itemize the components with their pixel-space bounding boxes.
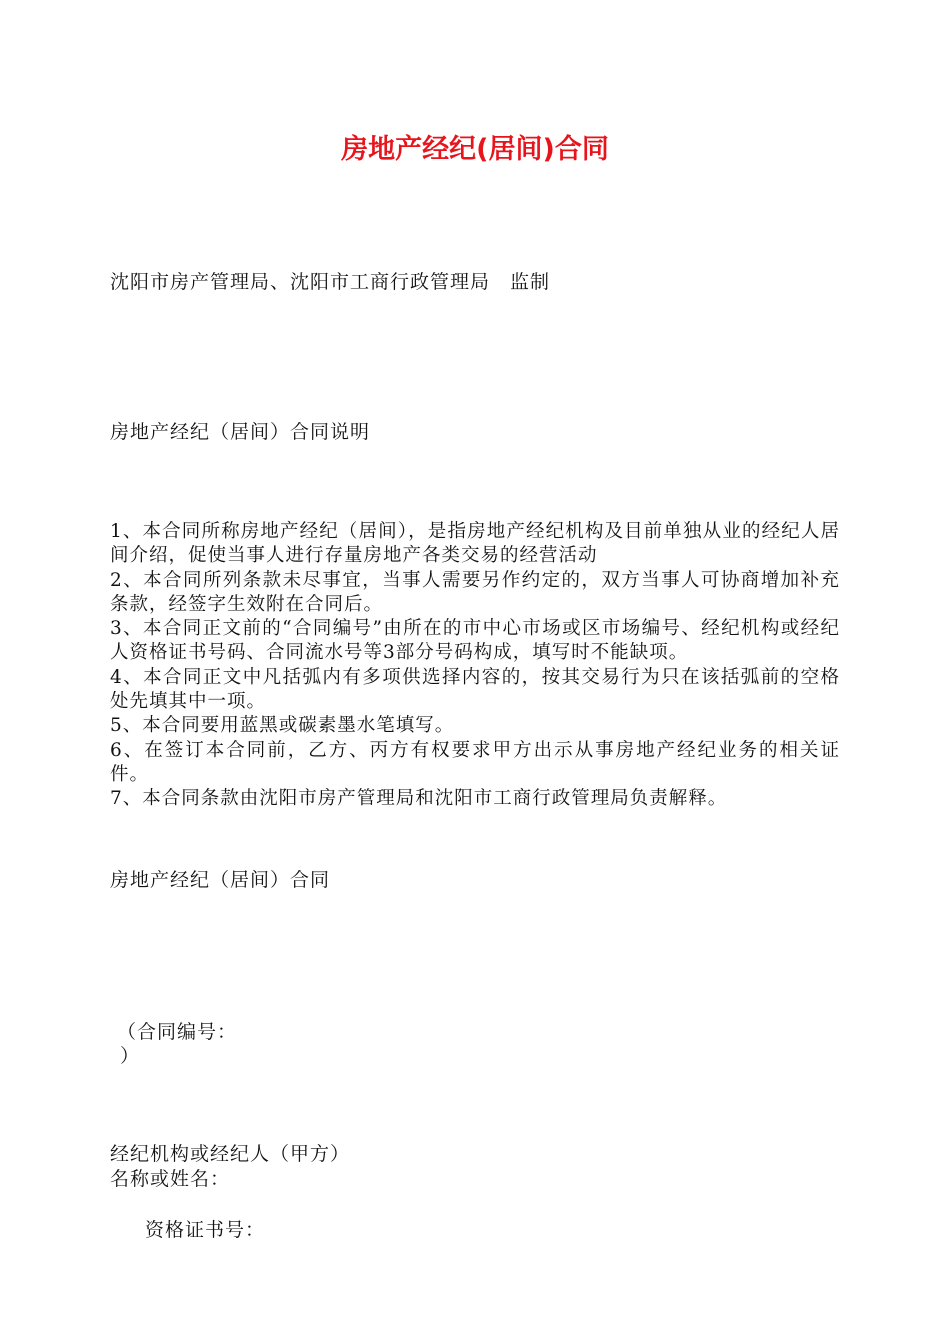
contract-number-close: ） bbox=[120, 1045, 141, 1067]
document-title: 房地产经纪(居间)合同 bbox=[341, 134, 609, 165]
note-item: 7、本合同条款由沈阳市房产管理局和沈阳市工商行政管理局负责解释。 bbox=[110, 788, 728, 810]
note-item: 6、在签订本合同前，乙方、丙方有权要求甲方出示从事房地产经纪业务的相关证件。 bbox=[110, 739, 840, 785]
note-item: 2、本合同所列条款未尽事宜，当事人需要另作约定的，双方当事人可协商增加补充条款，经签字生效附在合同后。 bbox=[110, 569, 840, 615]
supervisor-line: 沈阳市房产管理局、沈阳市工商行政管理局 监制 bbox=[110, 271, 551, 293]
note-item: 3、本合同正文前的“合同编号”由所在的市中心市场或区市场编号、经纪机构或经纪人资格证书号码、合同流水号等3部分号码构成，填写时不能缺项。 bbox=[110, 618, 840, 664]
party-a-cert-label: 资格证书号： bbox=[145, 1219, 266, 1241]
note-item: 5、本合同要用蓝黑或碳素墨水笔填写。 bbox=[110, 715, 455, 737]
note-item: 1、本合同所称房地产经纪（居间），是指房地产经纪机构及目前单独从业的经纪人居间介绍，促使当事人进行存量房地产各类交易的经营活动 bbox=[110, 521, 840, 567]
contract-number-label: （合同编号： bbox=[117, 1021, 238, 1043]
intro-heading: 房地产经纪（居间）合同说明 bbox=[110, 421, 371, 443]
party-a-heading: 经纪机构或经纪人（甲方） bbox=[110, 1143, 351, 1165]
party-a-name-label: 名称或姓名： bbox=[110, 1168, 231, 1190]
contract-body-heading: 房地产经纪（居间）合同 bbox=[110, 869, 331, 891]
notes-list bbox=[110, 520, 840, 812]
note-item: 4、本合同正文中凡括弧内有多项供选择内容的，按其交易行为只在该括弧前的空格处先填其中一项。 bbox=[110, 666, 840, 713]
